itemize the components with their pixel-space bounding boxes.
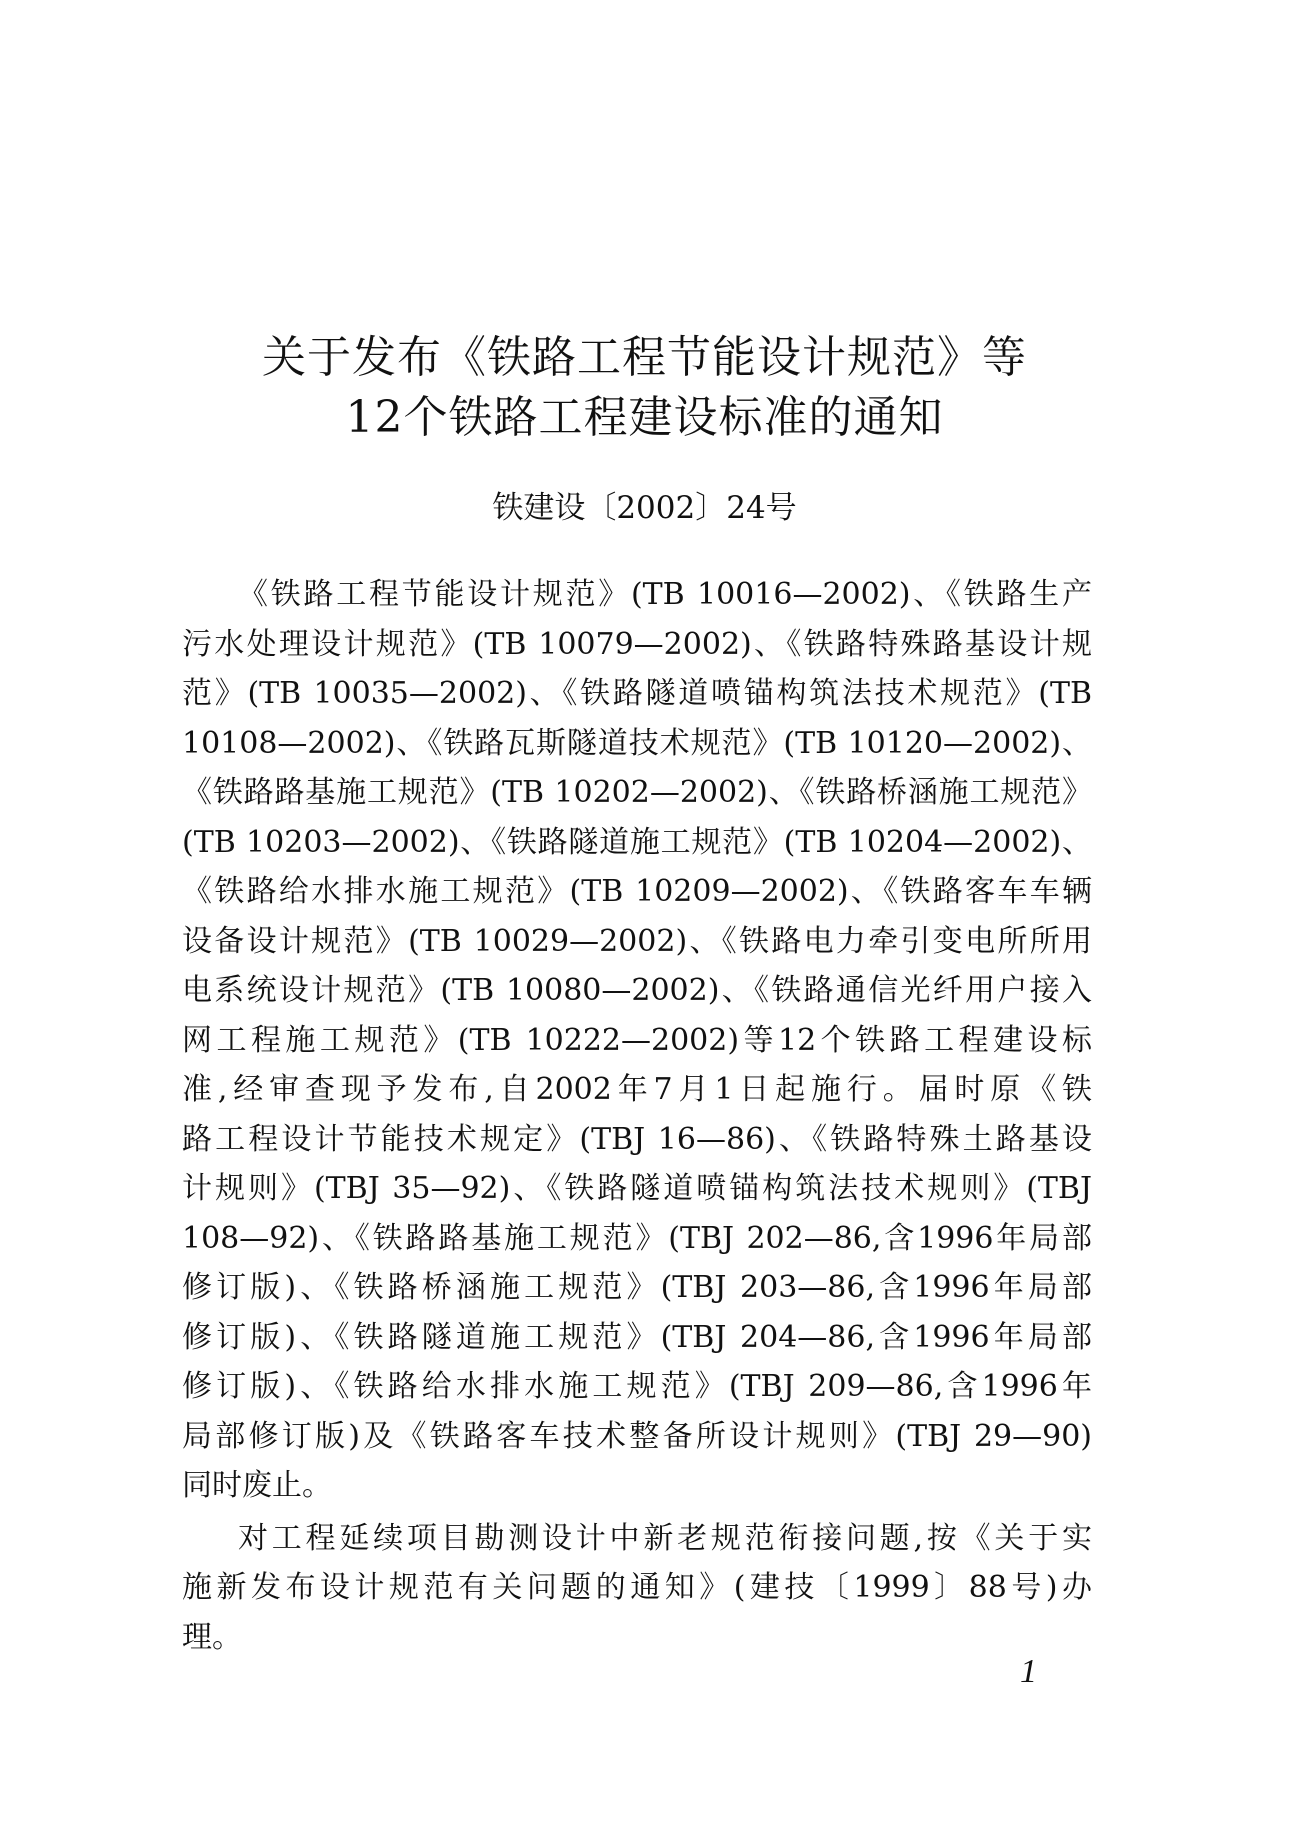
paragraph-line: (TB 10203—2002)、《铁路隧道施工规范》(TB 10204—2002)、 — [182, 824, 1092, 860]
page-number: 1 — [1020, 1653, 1037, 1690]
notice-body — [182, 570, 1092, 1662]
title-line-2: 12个铁路工程建设标准的通知 — [345, 392, 944, 443]
paragraph-line: 电系统设计规范》(TB 10080—2002)、《铁路通信光纤用户接入 — [182, 973, 1092, 1008]
paragraph-line: 108—92)、《铁路路基施工规范》(TBJ 202—86,含1996年局部 — [182, 1220, 1092, 1256]
paragraph-line: 路工程设计节能技术规定》(TBJ 16—86)、《铁路特殊土路基设 — [182, 1121, 1092, 1157]
paragraph-line: 设备设计规范》(TB 10029—2002)、《铁路电力牵引变电所所用 — [182, 923, 1092, 959]
paragraph-line: 修订版)、《铁路桥涵施工规范》(TBJ 203—86,含1996年局部 — [182, 1270, 1092, 1305]
paragraph-line: 10108—2002)、《铁路瓦斯隧道技术规范》(TB 10120—2002)、 — [182, 725, 1092, 761]
paragraph-line: 计规则》(TBJ 35—92)、《铁路隧道喷锚构筑法技术规则》(TBJ — [182, 1171, 1092, 1206]
paragraph-line: 《铁路给水排水施工规范》(TB 10209—2002)、《铁路客车车辆 — [182, 874, 1092, 909]
paragraph-2 — [182, 1514, 1092, 1663]
paragraph-line: 修订版)、《铁路隧道施工规范》(TBJ 204—86,含1996年局部 — [182, 1319, 1092, 1355]
paragraph-line: 理。 — [182, 1619, 242, 1655]
paragraph-line: 同时废止。 — [182, 1468, 332, 1503]
title-line-1: 关于发布《铁路工程节能设计规范》等 — [262, 332, 1027, 383]
paragraph-1 — [182, 570, 1092, 1511]
paragraph-line: 《铁路路基施工规范》(TB 10202—2002)、《铁路桥涵施工规范》 — [182, 775, 1092, 810]
paragraph-line: 范》(TB 10035—2002)、《铁路隧道喷锚构筑法技术规范》(TB — [182, 676, 1092, 711]
paragraph-line: 对工程延续项目勘测设计中新老规范衔接问题,按《关于实 — [238, 1520, 1092, 1556]
document-number: 铁建设〔2002〕24号 — [492, 490, 797, 526]
paragraph-line: 《铁路工程节能设计规范》(TB 10016—2002)、《铁路生产 — [238, 577, 1092, 612]
paragraph-line: 施新发布设计规范有关问题的通知》(建技〔1999〕88号)办 — [182, 1570, 1092, 1605]
paragraph-line: 局部修订版)及《铁路客车技术整备所设计规则》(TBJ 29—90) — [182, 1418, 1092, 1454]
paragraph-line: 准,经审查现予发布,自2002年7月1日起施行。届时原《铁 — [182, 1072, 1092, 1107]
paragraph-line: 修订版)、《铁路给水排水施工规范》(TBJ 209—86,含1996年 — [182, 1369, 1092, 1404]
paragraph-line: 网工程施工规范》(TB 10222—2002)等12个铁路工程建设标 — [182, 1022, 1092, 1058]
paragraph-line: 污水处理设计规范》(TB 10079—2002)、《铁路特殊路基设计规 — [182, 626, 1092, 662]
notice-title — [0, 328, 1289, 448]
